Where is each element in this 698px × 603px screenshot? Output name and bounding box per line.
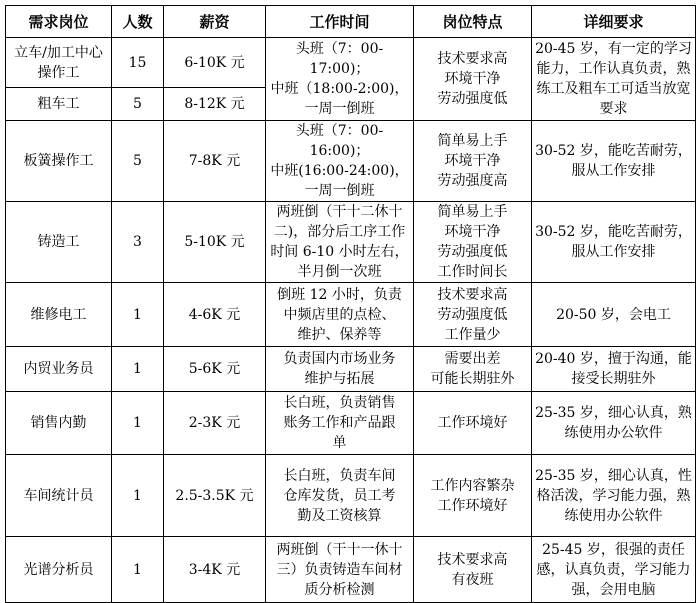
cell-count: 1 bbox=[112, 455, 164, 537]
cell-hours bbox=[266, 455, 414, 537]
cell-hours bbox=[266, 283, 414, 347]
table-row bbox=[6, 283, 696, 347]
header-requirements: 详细要求 bbox=[532, 6, 696, 38]
header-salary: 薪资 bbox=[164, 6, 266, 38]
hours-line: 头班（7：00-17:00)； bbox=[295, 41, 384, 77]
cell-position: 光谱分析员 bbox=[6, 537, 112, 603]
cell-requirements: 25-35 岁，细心认真，熟练使用办公软件 bbox=[532, 392, 696, 455]
cell-position: 内贸业务员 bbox=[6, 347, 112, 392]
cell-count: 5 bbox=[112, 88, 164, 121]
cell-count: 3 bbox=[112, 202, 164, 283]
hours-line: 一周一倒班 bbox=[304, 183, 375, 199]
cell-requirements: 30-52 岁，能吃苦耐劳，服从工作安排 bbox=[532, 121, 696, 202]
cell-requirements: 20-40 岁，擅于沟通，能接受长期驻外 bbox=[532, 347, 696, 392]
header-row bbox=[6, 6, 696, 38]
cell-hours bbox=[266, 121, 414, 202]
cell-position: 车间统计员 bbox=[6, 455, 112, 537]
cell-count: 5 bbox=[112, 121, 164, 202]
hours-line: 负责国内市场业务 bbox=[283, 351, 396, 367]
job-requirements-table bbox=[5, 5, 696, 603]
feature-line: 简单易上手 bbox=[437, 204, 508, 220]
cell-salary: 5-6K 元 bbox=[164, 347, 266, 392]
cell-position: 板簧操作工 bbox=[6, 121, 112, 202]
table-row bbox=[6, 537, 696, 603]
feature-line: 简单易上手 bbox=[437, 133, 508, 149]
hours-line: 中班（18:00-2:00)， bbox=[270, 81, 409, 97]
table-row bbox=[6, 121, 696, 202]
feature-line: 劳动强度高 bbox=[437, 173, 508, 189]
cell-features bbox=[414, 202, 532, 283]
cell-hours bbox=[266, 392, 414, 455]
cell-requirements: 25-35 岁，细心认真，性格活泼，学习能力强，熟练使用办公软件 bbox=[532, 455, 696, 537]
cell-count: 15 bbox=[112, 38, 164, 88]
hours-line: 两班倒（干十二休十 bbox=[276, 204, 403, 220]
header-count: 人数 bbox=[112, 6, 164, 38]
hours-line: 头班（7：00-16:00)； bbox=[295, 123, 384, 159]
cell-salary: 4-6K 元 bbox=[164, 283, 266, 347]
cell-salary: 8-12K 元 bbox=[164, 88, 266, 121]
feature-line: 工作量少 bbox=[444, 326, 501, 343]
header-hours: 工作时间 bbox=[266, 6, 414, 38]
feature-line: 有夜班 bbox=[451, 571, 494, 588]
hours-line: 长白班，负责车间 bbox=[283, 467, 396, 484]
feature-line: 劳动强度低 bbox=[437, 91, 508, 107]
cell-position: 销售内勤 bbox=[6, 392, 112, 455]
feature-line: 环境干净 bbox=[444, 153, 501, 169]
hours-line: 中班(16:00-24:00)， bbox=[270, 163, 409, 179]
cell-position: 维修电工 bbox=[6, 283, 112, 347]
cell-salary: 5-10K 元 bbox=[164, 202, 266, 283]
hours-line: 倒班 12 小时，负责 bbox=[277, 286, 402, 303]
header-position: 需求岗位 bbox=[6, 6, 112, 38]
cell-salary: 6-10K 元 bbox=[164, 38, 266, 88]
hours-line: 一周一倒班 bbox=[304, 101, 375, 117]
hours-line: 两班倒（干十一休十 bbox=[276, 541, 403, 558]
feature-line: 工作环境好 bbox=[437, 497, 508, 514]
feature-line: 环境干净 bbox=[444, 71, 501, 87]
feature-line: 工作时间长 bbox=[437, 264, 508, 280]
cell-count: 1 bbox=[112, 537, 164, 603]
cell-salary: 3-4K 元 bbox=[164, 537, 266, 603]
cell-salary: 2.5-3.5K 元 bbox=[164, 455, 266, 537]
header-features: 岗位特点 bbox=[414, 6, 532, 38]
cell-requirements: 20-50 岁，会电工 bbox=[532, 283, 696, 347]
feature-line: 劳动强度低 bbox=[437, 306, 508, 323]
feature-line: 技术要求高 bbox=[437, 51, 508, 67]
feature-line: 可能长期驻外 bbox=[430, 371, 515, 387]
cell-features bbox=[414, 347, 532, 392]
hours-line: 单 bbox=[332, 435, 347, 451]
feature-line: 工作环境好 bbox=[437, 415, 508, 431]
feature-line: 技术要求高 bbox=[437, 286, 508, 303]
table-row bbox=[6, 347, 696, 392]
feature-line: 技术要求高 bbox=[437, 551, 508, 568]
hours-line: 维护与拓展 bbox=[304, 371, 375, 387]
cell-hours bbox=[266, 38, 414, 121]
cell-features bbox=[414, 283, 532, 347]
cell-requirements: 30-52 岁，能吃苦耐劳，服从工作安排 bbox=[532, 202, 696, 283]
cell-requirements: 20-45 岁，有一定的学习能力，工作认真负责，熟练工及粗车工可适当放宽要求 bbox=[532, 38, 696, 121]
cell-hours bbox=[266, 202, 414, 283]
cell-requirements: 25-45 岁，很强的责任感，认真负责，学习能力强，会用电脑 bbox=[532, 537, 696, 603]
hours-line: 时间 6-10 小时左右， bbox=[270, 244, 409, 260]
hours-line: 三）负责铸造车间材 bbox=[276, 561, 403, 578]
hours-line: 质分析检测 bbox=[304, 581, 375, 598]
hours-line: 半月倒一次班 bbox=[297, 264, 382, 280]
feature-line: 工作内容繁杂 bbox=[430, 477, 515, 494]
hours-line: 勤及工资核算 bbox=[297, 507, 382, 524]
cell-features bbox=[414, 455, 532, 537]
hours-line: 账务工作和产品跟 bbox=[283, 415, 396, 431]
cell-position: 铸造工 bbox=[6, 202, 112, 283]
hours-line: 中频店里的点检、 bbox=[283, 306, 396, 323]
cell-count: 1 bbox=[112, 283, 164, 347]
cell-count: 1 bbox=[112, 392, 164, 455]
cell-salary: 2-3K 元 bbox=[164, 392, 266, 455]
cell-features bbox=[414, 537, 532, 603]
hours-line: 维护、保养等 bbox=[297, 326, 382, 343]
hours-line: 二)，部分后工序工作 bbox=[273, 224, 406, 240]
cell-position: 粗车工 bbox=[6, 88, 112, 121]
table-row bbox=[6, 455, 696, 537]
cell-salary: 7-8K 元 bbox=[164, 121, 266, 202]
cell-features bbox=[414, 392, 532, 455]
feature-line: 需要出差 bbox=[444, 351, 501, 367]
cell-features bbox=[414, 38, 532, 121]
hours-line: 仓库发货，员工考 bbox=[283, 487, 396, 504]
cell-features bbox=[414, 121, 532, 202]
feature-line: 劳动强度低 bbox=[437, 244, 508, 260]
table-row bbox=[6, 392, 696, 455]
cell-hours bbox=[266, 537, 414, 603]
cell-position: 立车/加工中心操作工 bbox=[6, 38, 112, 88]
cell-hours bbox=[266, 347, 414, 392]
hours-line: 长白班，负责销售 bbox=[283, 395, 396, 411]
table-row bbox=[6, 202, 696, 283]
cell-count: 1 bbox=[112, 347, 164, 392]
feature-line: 环境干净 bbox=[444, 224, 501, 240]
table-row bbox=[6, 38, 696, 88]
